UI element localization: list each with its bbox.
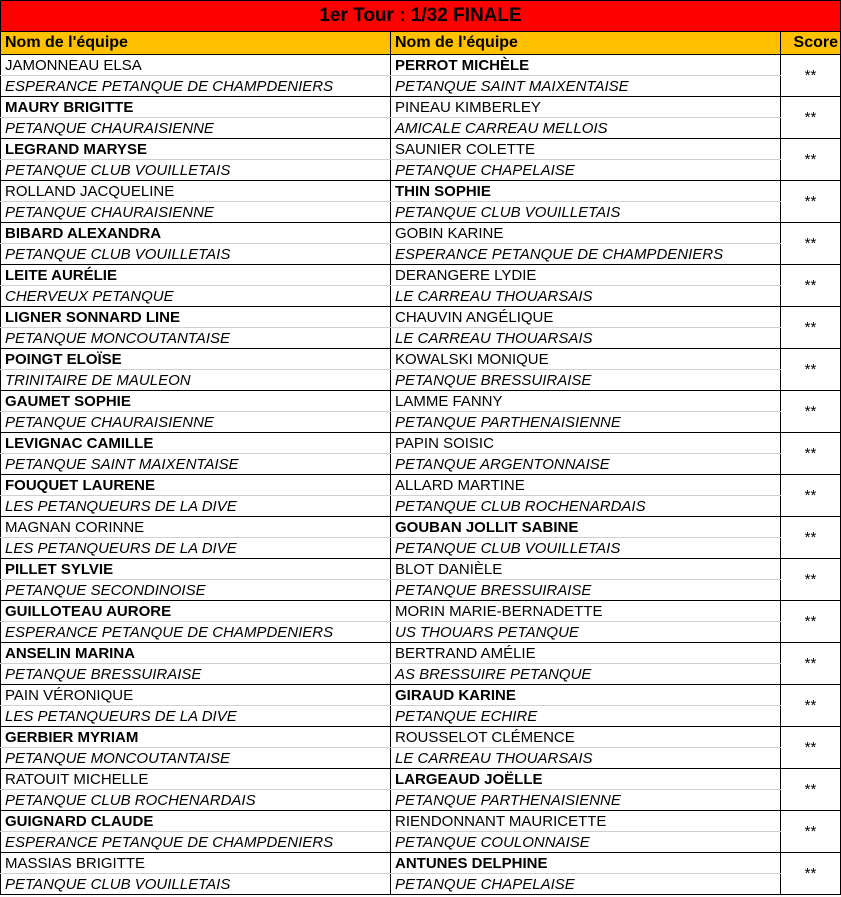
team-club: AMICALE CARREAU MELLOIS [391, 118, 781, 139]
team-club: PETANQUE ARGENTONNAISE [391, 454, 781, 475]
team-club: LE CARREAU THOUARSAIS [391, 748, 781, 769]
team-club: PETANQUE CLUB VOUILLETAIS [1, 244, 391, 265]
team-club: PETANQUE COULONNAISE [391, 832, 781, 853]
team-club: PETANQUE CLUB VOUILLETAIS [391, 538, 781, 559]
team-club: PETANQUE CHAURAISIENNE [1, 118, 391, 139]
team-name: PAIN VÉRONIQUE [1, 685, 391, 706]
header-row [1, 32, 841, 55]
match-name-row [1, 685, 841, 706]
team-name: BIBARD ALEXANDRA [1, 223, 391, 244]
score-cell: ** [781, 559, 841, 601]
team-name: DERANGERE LYDIE [391, 265, 781, 286]
team-name: POINGT ELOÏSE [1, 349, 391, 370]
score-cell: ** [781, 685, 841, 727]
score-cell: ** [781, 853, 841, 895]
match-club-row [1, 706, 841, 727]
match-name-row [1, 55, 841, 76]
team-club: PETANQUE CHAPELAISE [391, 160, 781, 181]
team-name: THIN SOPHIE [391, 181, 781, 202]
team-club: PETANQUE CHAURAISIENNE [1, 412, 391, 433]
team-club: ESPERANCE PETANQUE DE CHAMPDENIERS [1, 622, 391, 643]
team-name: ROUSSELOT CLÉMENCE [391, 727, 781, 748]
score-cell: ** [781, 601, 841, 643]
team-name: LEGRAND MARYSE [1, 139, 391, 160]
match-club-row [1, 328, 841, 349]
team-club: LES PETANQUEURS DE LA DIVE [1, 496, 391, 517]
team-club: ESPERANCE PETANQUE DE CHAMPDENIERS [1, 76, 391, 97]
match-name-row [1, 643, 841, 664]
team-name: ROLLAND JACQUELINE [1, 181, 391, 202]
column-header-team1: Nom de l'équipe [1, 32, 391, 55]
match-name-row [1, 559, 841, 580]
team-club: PETANQUE CLUB ROCHENARDAIS [391, 496, 781, 517]
team-name: ANSELIN MARINA [1, 643, 391, 664]
score-cell: ** [781, 97, 841, 139]
team-name: FOUQUET LAURENE [1, 475, 391, 496]
team-name: BLOT DANIÈLE [391, 559, 781, 580]
match-club-row [1, 454, 841, 475]
team-name: PAPIN SOISIC [391, 433, 781, 454]
score-cell: ** [781, 265, 841, 307]
match-club-row [1, 832, 841, 853]
team-name: RIENDONNANT MAURICETTE [391, 811, 781, 832]
team-club: ESPERANCE PETANQUE DE CHAMPDENIERS [391, 244, 781, 265]
match-club-row [1, 622, 841, 643]
match-club-row [1, 496, 841, 517]
team-name: MORIN MARIE-BERNADETTE [391, 601, 781, 622]
match-name-row [1, 433, 841, 454]
team-club: PETANQUE MONCOUTANTAISE [1, 328, 391, 349]
score-cell: ** [781, 475, 841, 517]
team-club: PETANQUE BRESSUIRAISE [1, 664, 391, 685]
team-name: GOUBAN JOLLIT SABINE [391, 517, 781, 538]
match-club-row [1, 790, 841, 811]
team-name: LAMME FANNY [391, 391, 781, 412]
team-club: PETANQUE CLUB VOUILLETAIS [1, 160, 391, 181]
match-name-row [1, 391, 841, 412]
match-name-row [1, 265, 841, 286]
team-club: US THOUARS PETANQUE [391, 622, 781, 643]
match-club-row [1, 538, 841, 559]
team-name: LEVIGNAC CAMILLE [1, 433, 391, 454]
team-name: RATOUIT MICHELLE [1, 769, 391, 790]
score-cell: ** [781, 181, 841, 223]
score-cell: ** [781, 643, 841, 685]
team-name: GOBIN KARINE [391, 223, 781, 244]
team-name: SAUNIER COLETTE [391, 139, 781, 160]
score-cell: ** [781, 349, 841, 391]
team-name: GAUMET SOPHIE [1, 391, 391, 412]
team-club: PETANQUE PARTHENAISIENNE [391, 790, 781, 811]
team-club: PETANQUE CHAPELAISE [391, 874, 781, 895]
team-club: PETANQUE CHAURAISIENNE [1, 202, 391, 223]
column-header-team2: Nom de l'équipe [391, 32, 781, 55]
team-name: MAGNAN CORINNE [1, 517, 391, 538]
team-club: PETANQUE BRESSUIRAISE [391, 370, 781, 391]
team-name: LARGEAUD JOËLLE [391, 769, 781, 790]
match-name-row [1, 601, 841, 622]
match-name-row [1, 475, 841, 496]
match-club-row [1, 370, 841, 391]
team-club: PETANQUE CLUB ROCHENARDAIS [1, 790, 391, 811]
team-name: KOWALSKI MONIQUE [391, 349, 781, 370]
match-name-row [1, 97, 841, 118]
team-name: GUILLOTEAU AURORE [1, 601, 391, 622]
score-cell: ** [781, 55, 841, 97]
match-name-row [1, 181, 841, 202]
team-name: BERTRAND AMÉLIE [391, 643, 781, 664]
match-club-row [1, 160, 841, 181]
team-club: LE CARREAU THOUARSAIS [391, 328, 781, 349]
match-name-row [1, 307, 841, 328]
team-club: LES PETANQUEURS DE LA DIVE [1, 706, 391, 727]
match-club-row [1, 874, 841, 895]
match-club-row [1, 118, 841, 139]
score-cell: ** [781, 433, 841, 475]
score-cell: ** [781, 769, 841, 811]
score-cell: ** [781, 811, 841, 853]
team-club: CHERVEUX PETANQUE [1, 286, 391, 307]
match-club-row [1, 412, 841, 433]
team-name: GUIGNARD CLAUDE [1, 811, 391, 832]
match-name-row [1, 853, 841, 874]
match-club-row [1, 286, 841, 307]
match-club-row [1, 748, 841, 769]
match-name-row [1, 769, 841, 790]
match-name-row [1, 139, 841, 160]
match-name-row [1, 223, 841, 244]
score-cell: ** [781, 727, 841, 769]
team-club: PETANQUE SAINT MAIXENTAISE [391, 76, 781, 97]
score-cell: ** [781, 307, 841, 349]
team-club: PETANQUE PARTHENAISIENNE [391, 412, 781, 433]
team-name: ANTUNES DELPHINE [391, 853, 781, 874]
team-name: LEITE AURÉLIE [1, 265, 391, 286]
team-name: PINEAU KIMBERLEY [391, 97, 781, 118]
team-name: PILLET SYLVIE [1, 559, 391, 580]
team-club: TRINITAIRE DE MAULEON [1, 370, 391, 391]
team-name: JAMONNEAU ELSA [1, 55, 391, 76]
team-club: PETANQUE SAINT MAIXENTAISE [1, 454, 391, 475]
team-name: GIRAUD KARINE [391, 685, 781, 706]
match-club-row [1, 244, 841, 265]
score-cell: ** [781, 391, 841, 433]
team-club: PETANQUE CLUB VOUILLETAIS [1, 874, 391, 895]
team-name: GERBIER MYRIAM [1, 727, 391, 748]
team-name: ALLARD MARTINE [391, 475, 781, 496]
match-name-row [1, 517, 841, 538]
team-name: MAURY BRIGITTE [1, 97, 391, 118]
title-row [1, 1, 841, 32]
score-cell: ** [781, 223, 841, 265]
team-name: LIGNER SONNARD LINE [1, 307, 391, 328]
match-club-row [1, 202, 841, 223]
team-club: LES PETANQUEURS DE LA DIVE [1, 538, 391, 559]
team-club: PETANQUE BRESSUIRAISE [391, 580, 781, 601]
score-cell: ** [781, 139, 841, 181]
team-club: PETANQUE ECHIRE [391, 706, 781, 727]
team-club: PETANQUE SECONDINOISE [1, 580, 391, 601]
match-club-row [1, 664, 841, 685]
team-name: MASSIAS BRIGITTE [1, 853, 391, 874]
team-club: PETANQUE MONCOUTANTAISE [1, 748, 391, 769]
team-club: LE CARREAU THOUARSAIS [391, 286, 781, 307]
match-name-row [1, 811, 841, 832]
page-title: 1er Tour : 1/32 FINALE [1, 1, 841, 32]
team-club: PETANQUE CLUB VOUILLETAIS [391, 202, 781, 223]
match-name-row [1, 727, 841, 748]
match-club-row [1, 580, 841, 601]
column-header-score: Score [781, 32, 841, 55]
team-club: ESPERANCE PETANQUE DE CHAMPDENIERS [1, 832, 391, 853]
score-cell: ** [781, 517, 841, 559]
team-name: CHAUVIN ANGÉLIQUE [391, 307, 781, 328]
team-club: AS BRESSUIRE PETANQUE [391, 664, 781, 685]
match-club-row [1, 76, 841, 97]
team-name: PERROT MICHÈLE [391, 55, 781, 76]
match-name-row [1, 349, 841, 370]
